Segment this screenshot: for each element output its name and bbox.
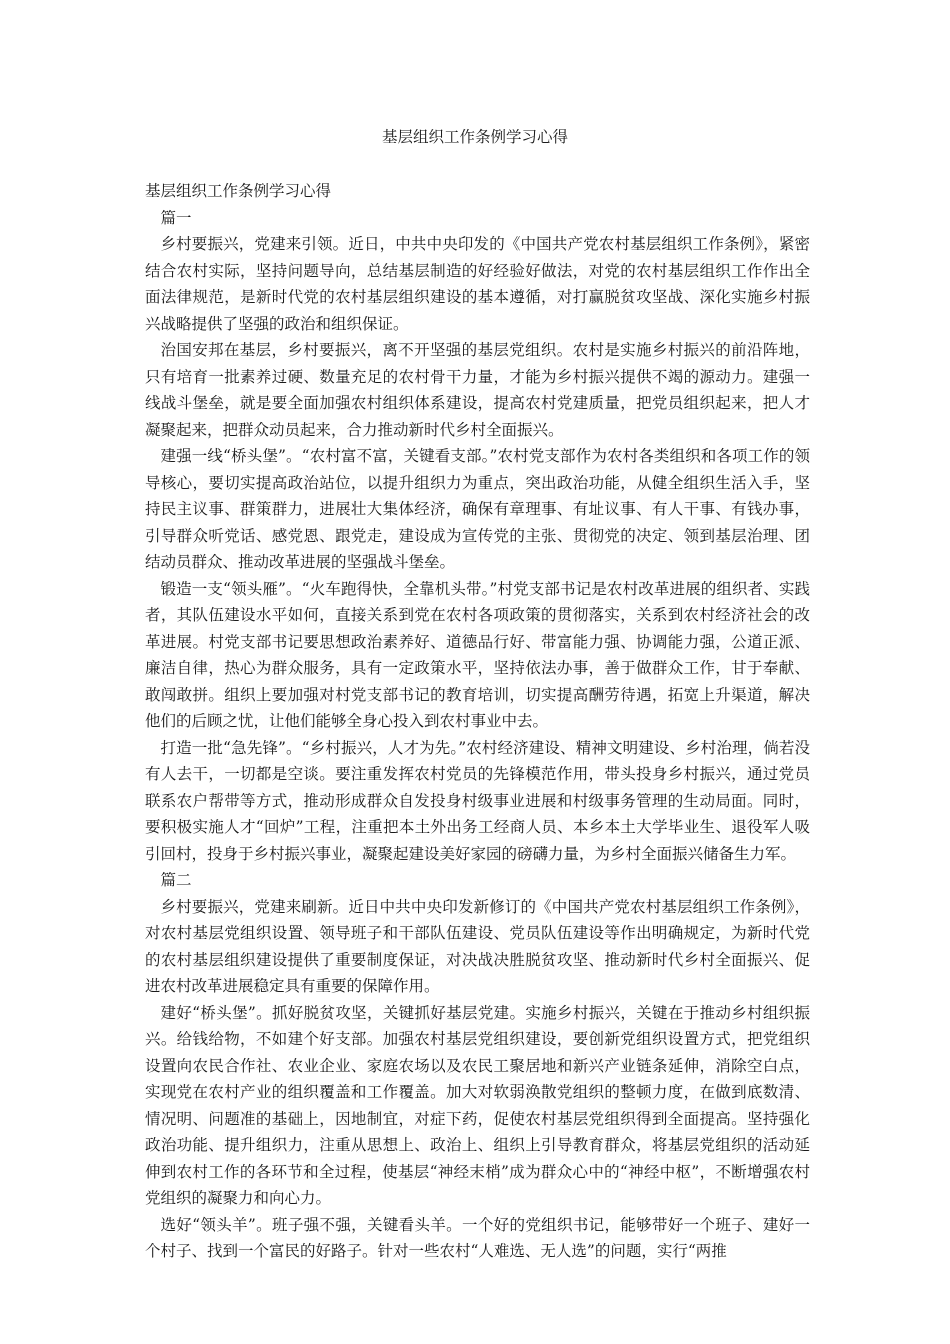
paragraph: 治国安邦在基层，乡村要振兴，离不开坚强的基层党组织。农村是实施乡村振兴的前沿阵地，只有培育一批素养过硬、数量充足的农村骨干力量，才能为乡村振兴提供不竭的源动力。建强一线战斗堡垒，就是要全面加强农村组织体系建设，提高农村党建质量，把党员组织起来，把人才凝聚起来，把群众动员起来，合力推动新时代乡村全面振兴。	[145, 341, 810, 439]
paragraph: 乡村要振兴，党建来引领。近日，中共中央印发的《中国共产党农村基层组织工作条例》，紧密结合农村实际，坚持问题导向，总结基层制造的好经验好做法，对党的农村基层组织工作作出全面法律规范，是新时代党的农村基层组织建设的基本遵循，对打赢脱贫攻坚战、深化实施乡村振兴战略提供了坚强的政治和组织保证。	[145, 235, 810, 333]
paragraph: 建强一线“桥头堡”。“农村富不富，关键看支部。”农村党支部作为农村各类组织和各项工作的领导核心，要切实提高政治站位，以提升组织力为重点，突出政治功能，从健全组织生活入手，坚持民主议事、群策群力，进展壮大集体经济，确保有章理事、有址议事、有人干事、有钱办事，引导群众听党话、感党恩、跟党走，建设成为宣传党的主张、贯彻党的决定、领到基层治理、团结动员群众、推动改革进展的坚强战斗堡垒。	[145, 447, 810, 571]
document-body	[145, 178, 810, 1265]
section-heading: 篇二	[160, 871, 192, 889]
paragraph: 乡村要振兴，党建来刷新。近日中共中央印发新修订的《中国共产党农村基层组织工作条例》，对农村基层党组织设置、领导班子和干部队伍建设、党员队伍建设等作出明确规定，为新时代党的农村基层组织建设提供了重要制度保证，对决战决胜脱贫攻坚、推动新时代乡村全面振兴、促进农村改革进展稳定具有重要的保障作用。	[145, 897, 810, 995]
document-title: 基层组织工作条例学习心得	[381, 128, 568, 146]
paragraph: 选好“领头羊”。班子强不强，关键看头羊。一个好的党组织书记，能够带好一个班子、建好一个村子、找到一个富民的好路子。针对一些农村“人难选、无人选”的问题，实行“两推	[145, 1215, 810, 1260]
paragraph: 打造一批“急先锋”。“乡村振兴，人才为先。”农村经济建设、精神文明建设、乡村治理，倘若没有人去干，一切都是空谈。要注重发挥农村党员的先锋模范作用，带头投身乡村振兴，通过党员联系农户帮带等方式，推动形成群众自发投身村级事业进展和村级事务管理的生动局面。同时，要积极实施人才“回炉”工程，注重把本土外出务工经商人员、本乡本土大学毕业生、退役军人吸引回村，投身于乡村振兴事业，凝聚起建设美好家园的磅礴力量，为乡村全面振兴储备生力军。	[145, 738, 810, 863]
paragraph: 锻造一支“领头雁”。“火车跑得快，全靠机头带。”村党支部书记是农村改革进展的组织者、实践者，其队伍建设水平如何，直接关系到党在农村各项政策的贯彻落实，关系到农村经济社会的改革进展。村党支部书记要思想政治素养好、道德品行好、带富能力强、协调能力强，公道正派、廉洁自律，热心为群众服务，具有一定政策水平，坚持依法办事，善于做群众工作，甘于奉献、敢闯敢拼。组织上要加强对村党支部书记的教育培训，切实提高酬劳待遇，拓宽上升渠道，解决他们的后顾之忧，让他们能够全身心投入到农村事业中去。	[145, 579, 810, 730]
paragraph: 建好“桥头堡”。抓好脱贫攻坚，关键抓好基层党建。实施乡村振兴，关键在于推动乡村组织振兴。给钱给物，不如建个好支部。加强农村基层党组织建设，要创新党组织设置方式，把党组织设置向农民合作社、农业企业、家庭农场以及农民工聚居地和新兴产业链条延伸，消除空白点，实现党在农村产业的组织覆盖和工作覆盖。加大对软弱涣散党组织的整顿力度，在做到底数清、情况明、问题准的基础上，因地制宜，对症下药，促使农村基层党组织得到全面提高。坚持强化政治功能、提升组织力，注重从思想上、政治上、组织上引导教育群众，将基层党组织的活动延伸到农村工作的各环节和全过程，使基层“神经末梢”成为群众心中的“神经中枢”，不断增强农村党组织的凝聚力和向心力。	[145, 1003, 810, 1207]
document-subtitle: 基层组织工作条例学习心得	[145, 182, 332, 200]
section-heading: 篇一	[160, 208, 192, 227]
